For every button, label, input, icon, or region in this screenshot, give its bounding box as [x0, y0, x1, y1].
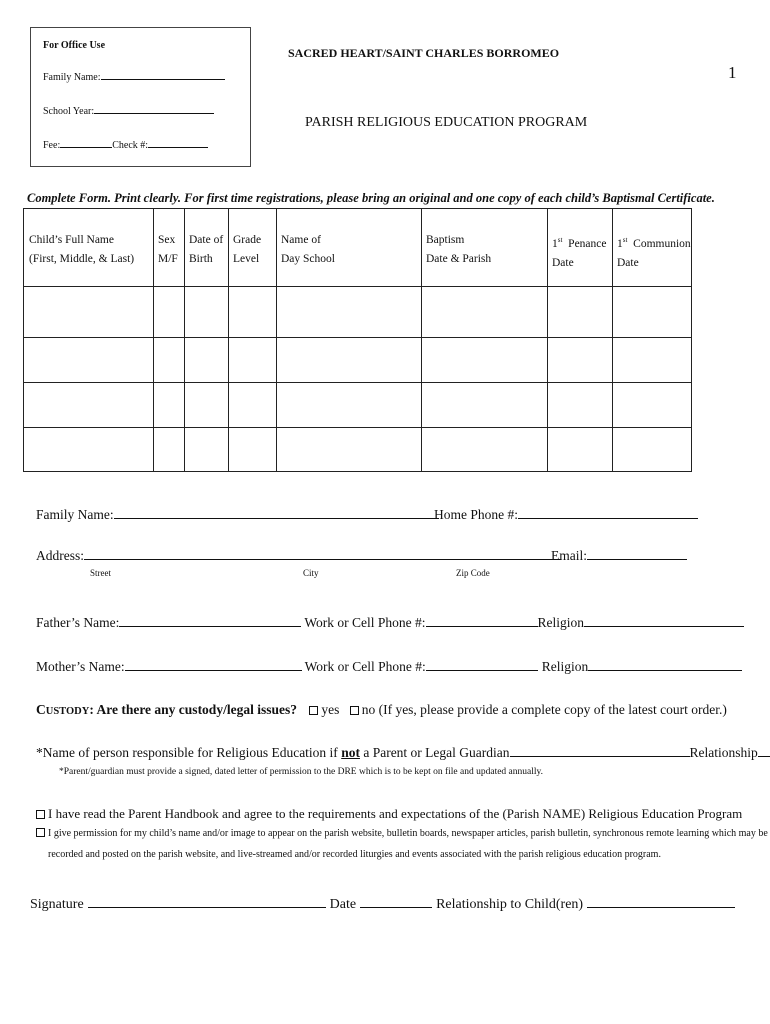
header-line-2: Day School	[281, 253, 335, 265]
mother-row	[36, 659, 742, 675]
address-label: Address:	[36, 548, 84, 563]
children-table	[23, 208, 692, 472]
father-row	[36, 615, 744, 631]
home-phone-row	[434, 507, 698, 523]
office-family-name-row	[43, 72, 225, 83]
mother-work-phone-field[interactable]	[426, 669, 538, 671]
table-header-day-school	[281, 231, 335, 269]
header-line-2: Level	[233, 253, 260, 265]
mother-religion-label: Religion	[541, 659, 589, 674]
custody-no-checkbox[interactable]	[350, 706, 359, 715]
header-line-1: Child’s Full Name	[29, 234, 114, 246]
table-header-communion	[617, 231, 691, 273]
header-line-1: Baptism	[426, 234, 465, 246]
header-line-1	[552, 231, 607, 254]
table-header-date-of-birth	[189, 231, 223, 269]
city-caption: City	[303, 568, 319, 578]
signature-field[interactable]	[88, 906, 326, 908]
header-line-1	[617, 231, 691, 254]
relationship-to-children-label: Relationship to Child(ren)	[436, 897, 584, 912]
custody-small-caps: USTODY	[45, 706, 90, 717]
office-school-year-label: School Year:	[43, 106, 95, 117]
mothers-name-field[interactable]	[125, 669, 302, 671]
media-permission-text: I give permission for my child’s name and/or image to appear on the parish website, bulletin boards, newspaper articles, parish bulletin, synchronous remote learning which may be	[48, 828, 768, 839]
address-field[interactable]	[84, 558, 561, 560]
office-check-label: Check #:	[112, 140, 149, 151]
responsible-relationship-label: Relationship	[689, 745, 758, 760]
responsible-name-field[interactable]	[510, 755, 690, 757]
handbook-checkbox[interactable]	[36, 810, 45, 819]
program-title: PARISH RELIGIOUS EDUCATION PROGRAM	[305, 115, 588, 130]
responsible-text: *Name of person responsible for Religious Education if	[36, 745, 342, 760]
custody-label	[36, 702, 297, 717]
office-fee-row	[43, 140, 208, 151]
header-line-2: (First, Middle, & Last)	[29, 253, 135, 265]
responsible-not-emphasis: not	[341, 745, 360, 760]
signature-label: Signature	[30, 897, 84, 912]
email-label: Email:	[551, 548, 587, 563]
office-school-year-line[interactable]	[94, 112, 214, 114]
office-fee-label: Fee:	[43, 140, 61, 151]
instructions-text: Complete Form. Print clearly. For first time registrations, please bring an original and one copy of each child’s Baptismal Certificate.	[27, 191, 715, 205]
relationship-to-children-field[interactable]	[587, 906, 735, 908]
header-line-1: Date of	[189, 234, 224, 246]
father-work-phone-label: Work or Cell Phone #:	[304, 615, 426, 630]
header-word: Communion	[627, 237, 691, 250]
table-header-baptism	[426, 231, 491, 269]
home-phone-field[interactable]	[518, 517, 698, 519]
media-permission-checkbox[interactable]	[36, 828, 45, 837]
handbook-agreement	[36, 806, 742, 822]
ordinal-number: 1	[617, 237, 623, 250]
office-use-title: For Office Use	[43, 40, 106, 51]
handbook-agreement-text: I have read the Parent Handbook and agree to the requirements and expectations of the (Parish NAME) Religious Education Program	[48, 806, 743, 821]
office-check-line[interactable]	[148, 146, 208, 148]
address-row	[36, 548, 561, 564]
father-work-phone-field[interactable]	[426, 625, 538, 627]
date-label: Date	[329, 897, 357, 912]
custody-question: : Are there any custody/legal issues?	[89, 702, 297, 717]
table-row[interactable]	[24, 287, 691, 337]
custody-no-option[interactable]	[350, 702, 727, 717]
table-row[interactable]	[24, 383, 691, 427]
responsible-text-end: a Parent or Legal Guardian	[359, 745, 510, 760]
custody-no-label: no (If yes, please provide a complete copy of the latest court order.)	[361, 702, 727, 717]
header-line-2: M/F	[158, 253, 178, 265]
family-name-field[interactable]	[114, 517, 439, 519]
family-name-label: Family Name:	[36, 507, 114, 522]
custody-initial: C	[36, 702, 46, 717]
media-permission-text-continued: recorded and posted on the parish website, and live-streamed and/or recorded liturgies and events associated with the parish religious education program.	[48, 849, 661, 860]
header-word: Penance	[562, 237, 607, 250]
media-permission	[36, 828, 768, 839]
mother-religion-field[interactable]	[588, 669, 742, 671]
date-field[interactable]	[360, 906, 432, 908]
signature-row	[30, 897, 735, 913]
table-row[interactable]	[24, 428, 691, 471]
mother-work-phone-label: Work or Cell Phone #:	[304, 659, 426, 674]
header-line-2: Date	[552, 256, 574, 269]
custody-yes-label: yes	[321, 702, 340, 717]
header-line-2: Date	[617, 256, 639, 269]
table-header-sex	[158, 231, 178, 269]
ordinal-number: 1	[552, 237, 558, 250]
header-line-2: Date & Parish	[426, 253, 492, 265]
mothers-name-label: Mother’s Name:	[36, 659, 125, 674]
header-line-2: Birth	[189, 253, 213, 265]
guardian-note: *Parent/guardian must provide a signed, dated letter of permission to the DRE which is to be kept on file and updated annually.	[59, 767, 544, 777]
fathers-name-label: Father’s Name:	[36, 615, 120, 630]
fathers-name-field[interactable]	[119, 625, 301, 627]
email-field[interactable]	[587, 558, 687, 560]
father-religion-label: Religion	[537, 615, 585, 630]
table-header-grade-level	[233, 231, 261, 269]
custody-row	[36, 702, 727, 718]
table-header-child-name	[29, 231, 134, 269]
home-phone-label: Home Phone #:	[434, 507, 518, 522]
office-use-box	[30, 27, 251, 167]
father-religion-field[interactable]	[584, 625, 744, 627]
office-family-name-label: Family Name:	[43, 72, 101, 83]
office-school-year-row	[43, 106, 214, 117]
responsible-relationship-field[interactable]	[758, 755, 770, 757]
street-caption: Street	[90, 568, 111, 578]
office-family-name-line[interactable]	[101, 78, 225, 80]
office-fee-line[interactable]	[60, 146, 112, 148]
responsible-person-row	[36, 745, 770, 761]
zip-caption: Zip Code	[456, 568, 490, 578]
header-line-1: Grade	[233, 234, 262, 246]
header-line-1: Name of	[281, 234, 321, 246]
email-row	[551, 548, 687, 564]
ordinal-suffix: st	[622, 236, 628, 244]
parish-name: SACRED HEART/SAINT CHARLES BORROMEO	[288, 46, 560, 60]
header-line-1: Sex	[158, 234, 176, 246]
family-name-row	[36, 507, 439, 523]
page-number: 1	[728, 63, 737, 82]
table-header-penance	[552, 231, 607, 273]
table-row[interactable]	[24, 338, 691, 382]
custody-yes-option[interactable]	[309, 702, 339, 717]
ordinal-suffix: st	[557, 236, 563, 244]
custody-yes-checkbox[interactable]	[309, 706, 318, 715]
